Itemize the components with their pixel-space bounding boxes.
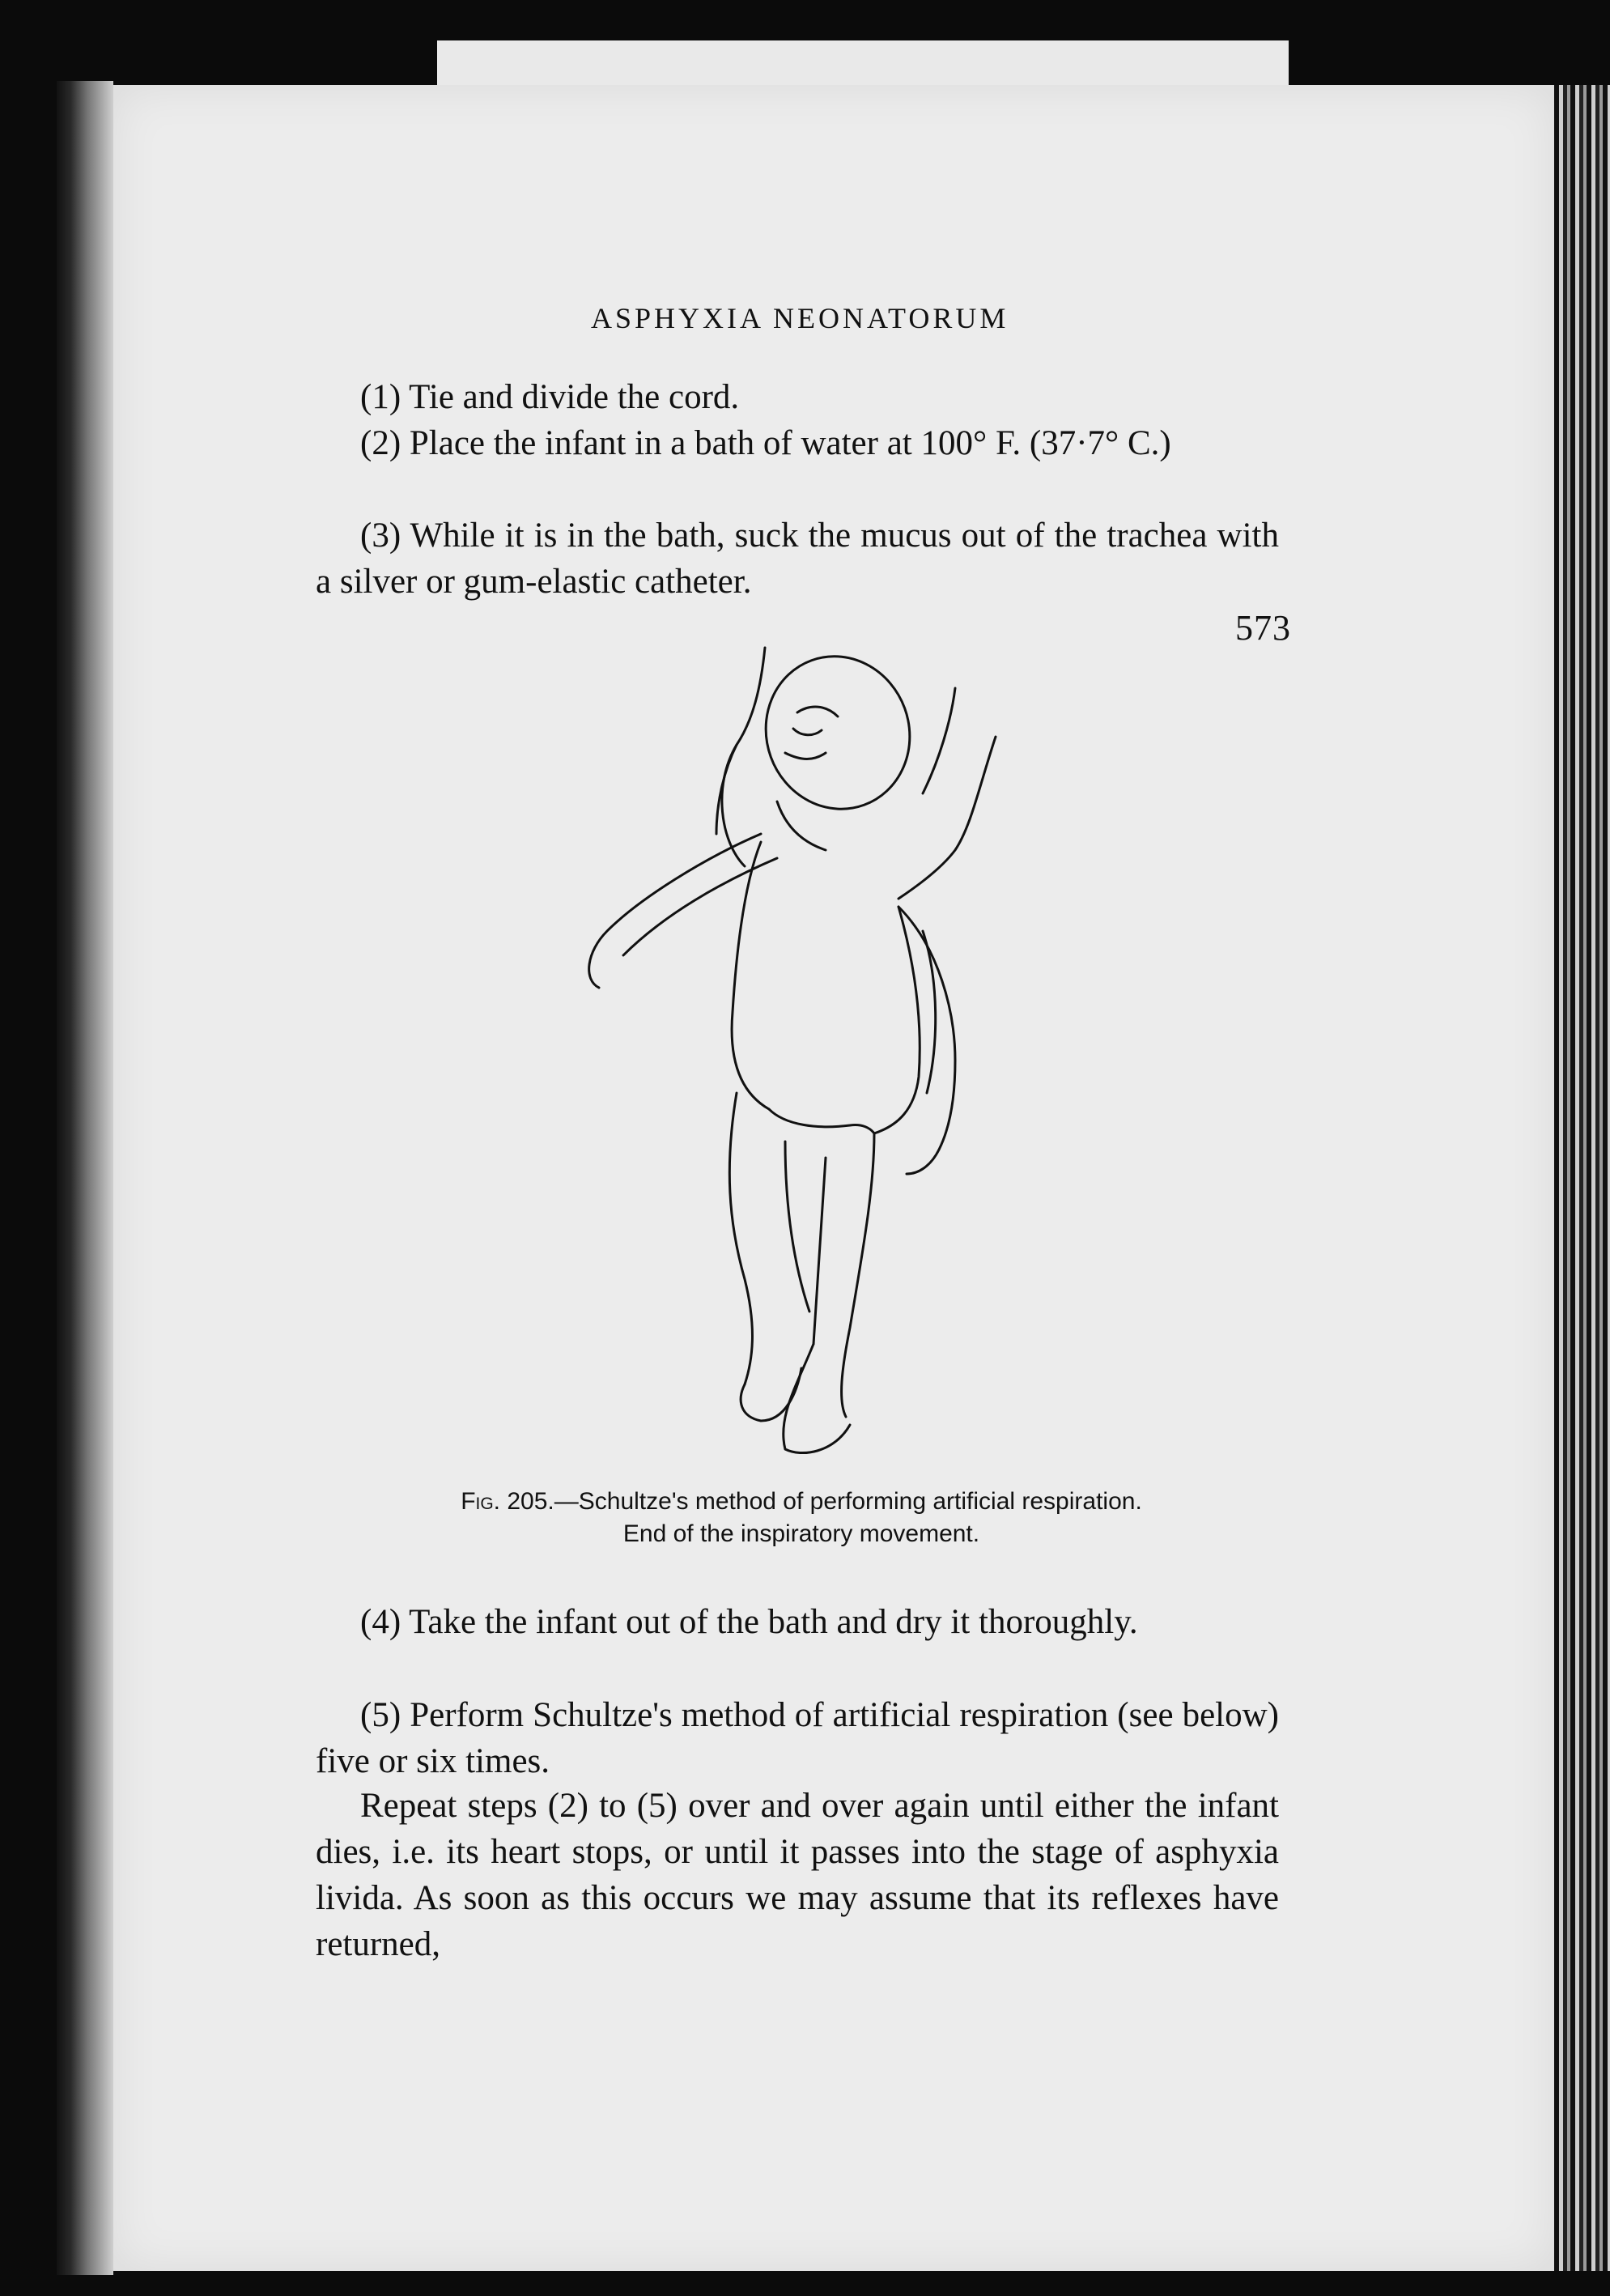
step-2: (2) Place the infant in a bath of water at 100° F. (37·7° C.) xyxy=(360,424,1171,462)
page-number: 573 xyxy=(1235,608,1291,648)
adult-hand-right xyxy=(898,737,996,899)
infant-torso-right xyxy=(874,907,920,1133)
running-title: ASPHYXIA NEONATORUM xyxy=(591,302,1009,334)
caption-line-2: End of the inspiratory movement. xyxy=(622,1520,980,1547)
infant-illustration xyxy=(518,640,1068,1490)
step-4: (4) Take the infant out of the bath and dry it thoroughly. xyxy=(360,1603,1138,1641)
step-5: (5) Perform Schultze's method of artificial respiration (see below) five or six times. xyxy=(316,1696,1279,1780)
infant-right-leg xyxy=(842,1133,874,1417)
caption-line-1: —Schultze's method of performing artificial respiration. xyxy=(554,1488,1142,1515)
infant-left-arm xyxy=(589,834,761,988)
infant-head xyxy=(745,640,931,829)
infant-left-leg xyxy=(729,1093,752,1384)
infant-right-foot xyxy=(784,1344,850,1453)
body-paragraph: Repeat steps (2) to (5) over and over again until either the infant dies, i.e. its heart stops, or until it passes into the stage of asphyxia livida. As soon as this occurs we may assume that its reflexes have returned, xyxy=(316,1787,1279,1963)
step-3: (3) While it is in the bath, suck the mucus out of the trachea with a silver or gum-elastic catheter. xyxy=(316,517,1279,601)
step-1: (1) Tie and divide the cord. xyxy=(360,378,740,416)
adult-hand-left xyxy=(716,648,765,834)
caption-label: Fig. 205. xyxy=(461,1488,554,1515)
figure-caption xyxy=(348,1486,1255,1550)
book-left-edge xyxy=(57,81,113,2275)
infant-torso-left xyxy=(732,842,769,1109)
